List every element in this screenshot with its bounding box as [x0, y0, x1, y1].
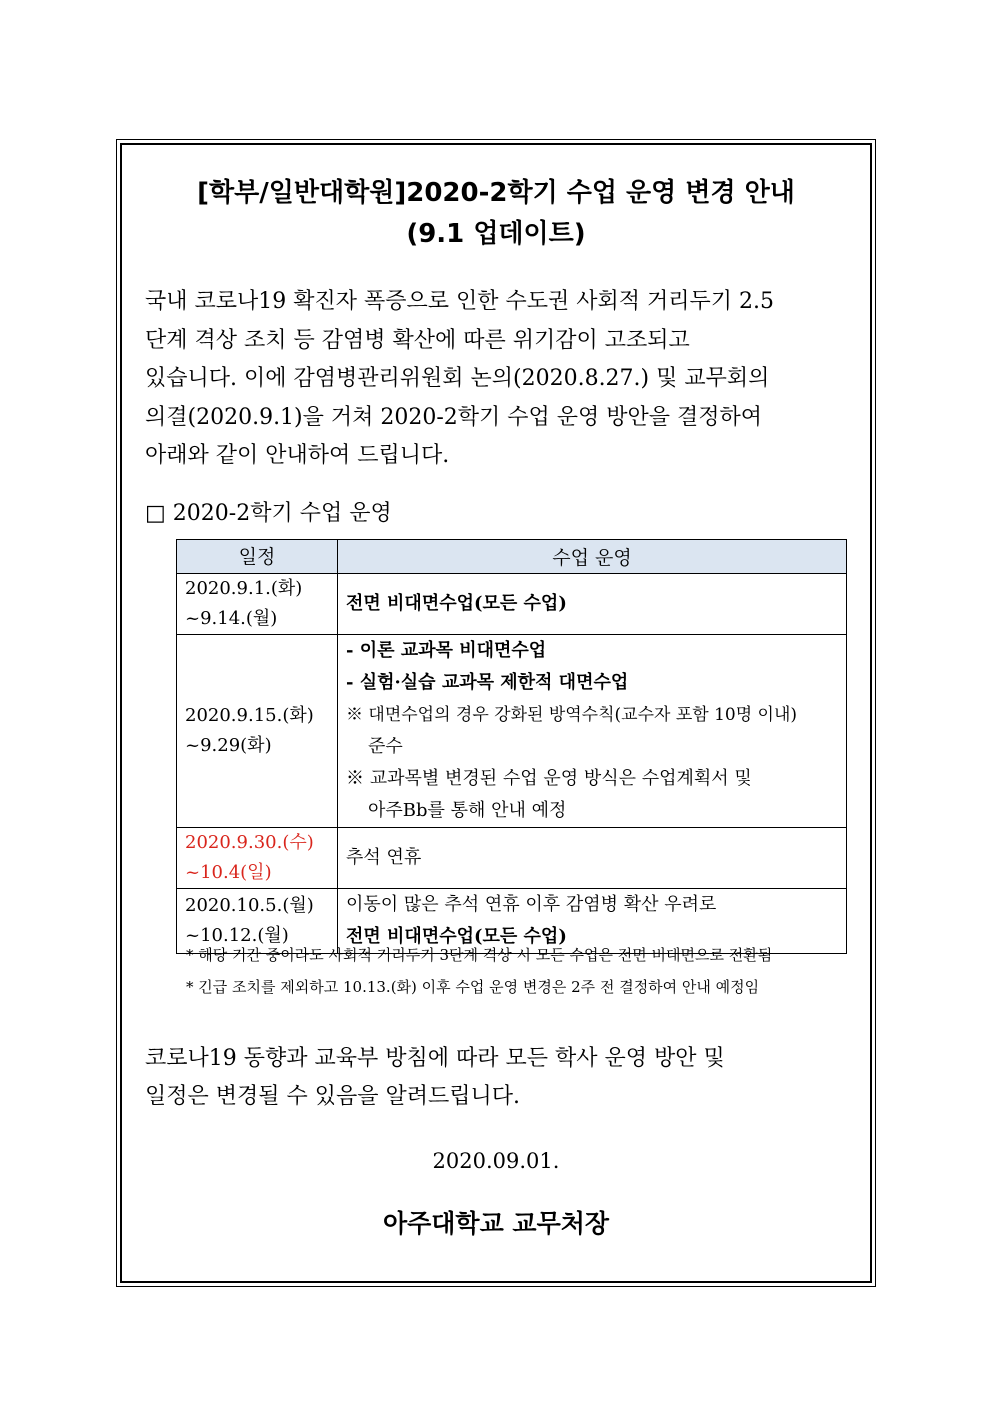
operation-line: - 이론 교과목 비대면수업 — [346, 640, 547, 661]
table-header-row — [177, 540, 847, 574]
table-footnote: * 긴급 조치를 제외하고 10.13.(화) 이후 수업 운영 변경은 2주 전 결정하여 안내 예정임 — [186, 978, 760, 996]
period-end: ~9.14.(월) — [185, 608, 278, 629]
period-cell — [177, 574, 338, 635]
operation-note: ※ 교과목별 변경된 수업 운영 방식은 수업계획서 및 — [346, 768, 752, 789]
period-start: 2020.9.15.(화) — [185, 705, 314, 726]
operation-cell — [338, 828, 847, 889]
operation-note-continued: 준수 — [368, 736, 403, 757]
header-operation: 수업 운영 — [338, 540, 847, 574]
schedule-table — [176, 539, 847, 954]
operation-line: 전면 비대면수업(모든 수업) — [346, 926, 567, 947]
operation-line: 전면 비대면수업(모든 수업) — [346, 593, 567, 614]
document-signer: 아주대학교 교무처장 — [382, 1209, 610, 1238]
operation-note: ※ 대면수업의 경우 강화된 방역수칙(교수자 포함 10명 이내) — [346, 705, 798, 725]
closing-paragraph — [145, 1040, 725, 1116]
period-cell-holiday — [177, 828, 338, 889]
period-end: ~10.12.(월) — [185, 925, 289, 946]
table-row — [177, 635, 847, 828]
intro-line: 단계 격상 조치 등 감염병 확산에 따른 위기감이 고조되고 — [145, 327, 690, 353]
operation-line: 이동이 많은 추석 연휴 이후 감염병 확산 우려로 — [346, 894, 717, 915]
period-end: ~9.29(화) — [185, 735, 272, 756]
operation-line: 추석 연휴 — [346, 847, 422, 868]
document-subtitle: (9.1 업데이트) — [406, 219, 586, 249]
intro-line: 국내 코로나19 확진자 폭증으로 인한 수도권 사회적 거리두기 2.5 — [145, 289, 774, 314]
intro-line: 아래와 같이 안내하여 드립니다. — [145, 443, 450, 468]
period-cell — [177, 635, 338, 828]
intro-line: 있습니다. 이에 감염병관리위원회 논의(2020.8.27.) 및 교무회의 — [145, 366, 770, 391]
operation-cell — [338, 574, 847, 635]
operation-cell — [338, 635, 847, 828]
table-footnote: * 해당 기간 중이라도 사회적 거리두기 3단계 격상 시 모든 수업은 전면 비대면으로 전환됨 — [186, 946, 773, 964]
closing-line: 일정은 변경될 수 있음을 알려드립니다. — [145, 1084, 520, 1109]
section-heading: □ 2020-2학기 수업 운영 — [145, 501, 392, 526]
operation-line: - 실험·실습 교과목 제한적 대면수업 — [346, 672, 629, 693]
period-end: ~10.4(일) — [185, 862, 272, 883]
intro-paragraph — [145, 283, 860, 476]
period-start: 2020.9.1.(화) — [185, 578, 303, 599]
document-date: 2020.09.01. — [432, 1149, 560, 1173]
table-row — [177, 574, 847, 635]
table-row — [177, 828, 847, 889]
closing-line: 코로나19 동향과 교육부 방침에 따라 모든 학사 운영 방안 및 — [145, 1046, 725, 1071]
period-start: 2020.10.5.(월) — [185, 895, 314, 916]
operation-note-continued: 아주Bb를 통해 안내 예정 — [368, 800, 567, 821]
intro-line: 의결(2020.9.1)을 거쳐 2020-2학기 수업 운영 방안을 결정하여 — [145, 404, 763, 430]
period-start: 2020.9.30.(수) — [185, 832, 314, 853]
document-title: [학부/일반대학원]2020-2학기 수업 운영 변경 안내 — [197, 178, 795, 208]
header-period: 일정 — [177, 540, 338, 574]
